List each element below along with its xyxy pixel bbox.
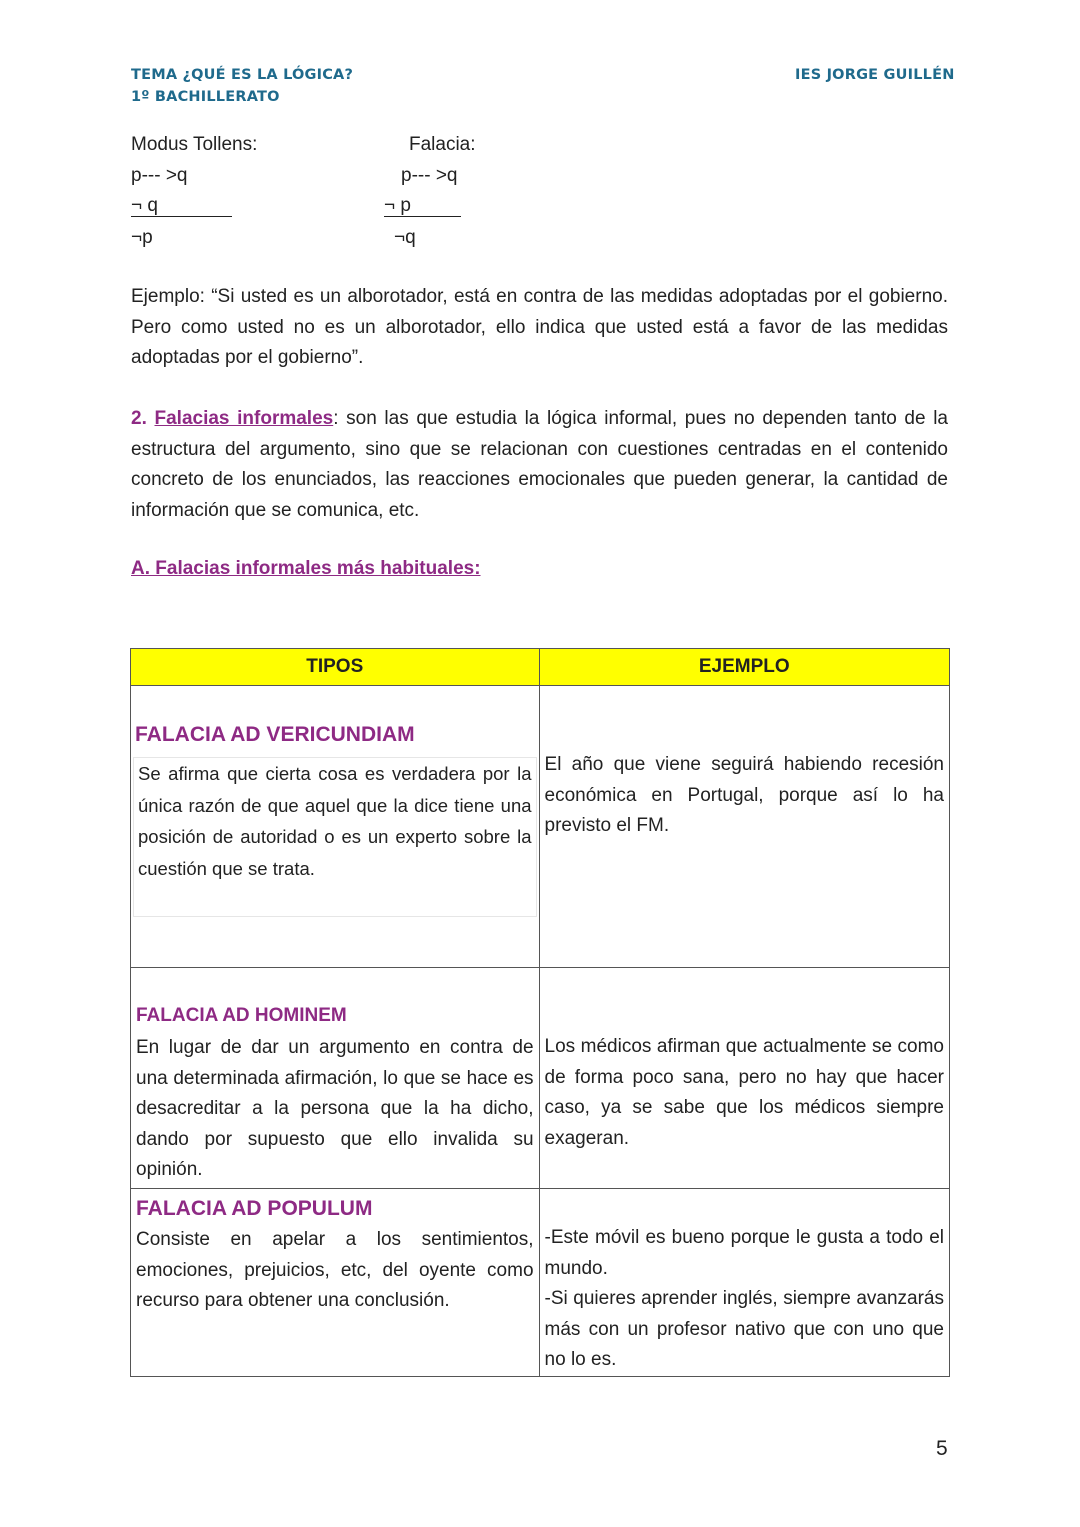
modus-tollens-premise-2: ¬ q	[131, 196, 232, 217]
example-paragraph: Ejemplo: “Si usted es un alborotador, está en contra de las medidas adoptadas por el gobierno. Pero como usted no es un alborotador, ello indica que usted está a favor de las medidas adoptadas por el gobierno”.	[131, 286, 948, 368]
table-row	[131, 1189, 950, 1377]
header-tipos: TIPOS	[131, 649, 540, 686]
row-3-ejemplo-cell	[539, 1189, 949, 1377]
row-2-ejemplo-cell	[539, 968, 949, 1189]
row-2-tipo-cell	[131, 968, 540, 1189]
header-topic: TEMA ¿QUÉ ES LA LÓGICA?	[131, 67, 354, 83]
row-3-example-1: -Este móvil es bueno porque le gusta a todo el mundo.	[544, 1227, 944, 1279]
section-2-term: Falacias informales	[154, 408, 334, 429]
falacia-premise-2: ¬ p	[384, 196, 461, 217]
page-number: 5	[936, 1437, 948, 1460]
header-course: 1º BACHILLERATO	[131, 89, 280, 105]
section-2-text: : son las que estudia la lógica informal, pues no dependen tanto de la estructura del argumento, sino que se relacionan con cuestiones centradas en el contenido concreto de los enunciados, las reacciones emocionales que pueden generar, la cantidad de información que se comunica, etc.	[131, 408, 948, 521]
falacia-title: Falacia:	[409, 134, 476, 155]
row-3-tipo-cell	[131, 1189, 540, 1377]
row-3-description: Consiste en apelar a los sentimientos, emociones, prejuicios, etc, del oyente como recurso para obtener una conclusión.	[136, 1229, 534, 1311]
header-ejemplo: EJEMPLO	[539, 649, 949, 686]
falacia-conclusion: ¬q	[394, 227, 416, 248]
section-2-number: 2.	[131, 408, 147, 429]
modus-tollens-title: Modus Tollens:	[131, 134, 258, 155]
fallacies-table	[130, 648, 950, 1377]
row-1-example: El año que viene seguirá habiendo recesión económica en Portugal, porque así lo ha previsto el FM.	[544, 754, 944, 836]
falacia-premise-1: p--- >q	[401, 165, 458, 186]
row-2-description: En lugar de dar un argumento en contra de una determinada afirmación, lo que se hace es desacreditar a la persona que la ha dicho, dando por supuesto que ello invalida su opinión.	[136, 1037, 534, 1180]
section-2-paragraph	[131, 404, 948, 526]
modus-tollens-conclusion: ¬p	[131, 227, 153, 248]
row-3-title: FALACIA AD POPULUM	[136, 1197, 373, 1220]
row-1-description-box	[133, 757, 537, 917]
row-1-tipo-cell	[131, 686, 540, 968]
row-1-title: FALACIA AD VERICUNDIAM	[135, 723, 415, 746]
table-header-row	[131, 649, 950, 686]
row-1-description: Se afirma que cierta cosa es verdadera por la única razón de que aquel que la dice tiene una posición de autoridad o es un experto sobre la cuestión que se trata.	[138, 763, 532, 879]
modus-tollens-premise-1: p--- >q	[131, 165, 188, 186]
subheading: A. Falacias informales más habituales:	[131, 558, 481, 579]
table-row	[131, 968, 950, 1189]
table-row	[131, 686, 950, 968]
row-2-title: FALACIA AD HOMINEM	[136, 1005, 347, 1026]
row-3-example-2: -Si quieres aprender inglés, siempre avanzarás más con un profesor nativo que con uno que no lo es.	[544, 1288, 944, 1370]
row-2-example: Los médicos afirman que actualmente se como de forma poco sana, pero no hay que hacer caso, ya se sabe que los médicos siempre exageran.	[544, 1036, 944, 1149]
header-school: IES JORGE GUILLÉN	[795, 67, 955, 83]
row-1-ejemplo-cell	[539, 686, 949, 968]
